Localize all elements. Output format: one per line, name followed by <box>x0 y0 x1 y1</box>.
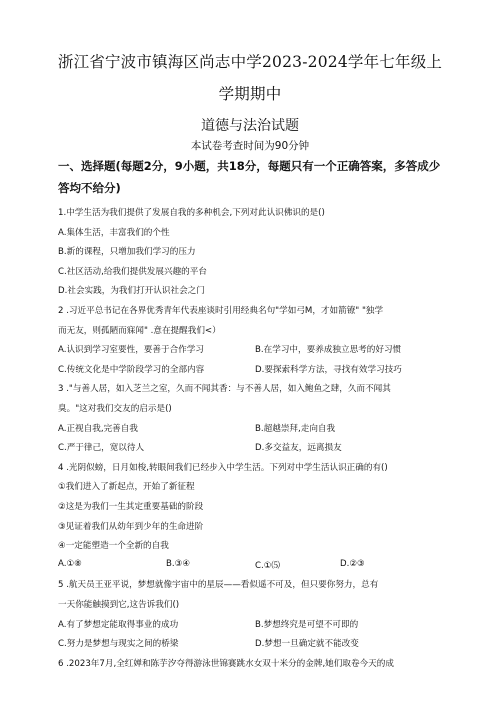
question-2-stem: 2 .习近平总书记在各界优秀青年代表座谈时引用经典名句"学如弓M，才如箭镣" "独学 <box>58 306 384 316</box>
question-4-statement-3: ③见证着我们从幼年到少年的生命进阶 <box>58 521 204 532</box>
exam-title-line2: 学期期中 <box>218 85 282 103</box>
question-4-option-c: C.①⑸ <box>255 560 281 571</box>
question-2-stem-cont: 而无友，则孤陋而寐闻" .意在提醒我们<） <box>58 325 221 336</box>
question-5-stem-cont: 一天你能触摸到它,这告诉我们() <box>58 600 180 610</box>
question-1-option-a: A.集体生活，丰富我们的个性 <box>58 227 170 238</box>
question-4-statement-2: ②这是为我们一生其定重要基础的阶段 <box>58 502 204 512</box>
question-5-option-b: B.梦想终究是可望不可即的 <box>255 619 359 630</box>
question-3-stem-cont: 臭。"这对我们交友的启示是() <box>58 404 172 414</box>
question-3-stem: 3 ."与善人居，如入芝兰之室，久而不闻其香：与不善人居，如入鲍鱼之肆，久而不闻其 <box>58 384 391 395</box>
question-4-option-a: A.①⑧ <box>58 558 82 569</box>
section-heading-cont: 答均不给分) <box>58 181 121 195</box>
question-3-option-d: D.多交益友，远离损友 <box>255 443 342 454</box>
question-2-option-a: A.认识到学习室要性，要善于合作学习 <box>58 345 204 356</box>
question-5-option-a: A.有了梦想定能取得事业的成功 <box>58 619 179 630</box>
question-1-option-c: C.社区活动,给我们提供发展兴趣的平台 <box>58 266 207 277</box>
question-6-stem: 6 .2023年7月,全红婵和陈芋汐夺得游泳世锦赛跳水女双十米分的金牌,她们取卷今天的成 <box>58 658 394 669</box>
question-2-option-b: B.在学习中，要养成独立思考的好习惯 <box>255 345 402 356</box>
question-4-statement-4: ④一定能塑造一个全新的自我 <box>58 541 169 552</box>
question-1-option-b: B.新的课程，只增加我们学习的压力 <box>58 247 196 258</box>
question-5-stem: 5 .航天员王亚平说，梦想就像宇宙中的星辰——看似遥不可及，但只要你努力，总有 <box>58 580 379 591</box>
question-1-option-d: D.社会实践，为我们打开认识社会之门 <box>58 286 205 297</box>
question-4-stem: 4 .光阴似螃，日月如梭,转眼间我们已经步入中学生活。下列对中学生活认识正确的有() <box>58 462 388 473</box>
question-4-statement-1: ①我们进入了新起点，开始了新征程 <box>58 482 195 493</box>
exam-subject: 道德与法治试题 <box>201 118 299 134</box>
question-3-option-c: C.严于律己，宽以待人 <box>58 443 145 454</box>
question-1-stem: 1.中学生活为我们提供了发展自我的多种机会,下列对此认识佛识的是() <box>58 208 325 218</box>
question-4-option-b: B.③④ <box>166 558 191 569</box>
question-3-option-b: B.超越崇拜,走向自我 <box>255 423 336 434</box>
exam-title-line1: 浙江省宁波市镇海区尚志中学2023-2024学年七年级上 <box>57 53 443 71</box>
question-2-option-d: D.要探索科学方法，寻找有效学习技巧 <box>255 364 402 375</box>
question-2-option-c: C.传统文化是中学阶段学习的全部内容 <box>58 364 205 375</box>
question-5-option-d: D.梦想一旦确定就不能改变 <box>255 639 359 650</box>
question-3-option-a: A.正视自我,完善自我 <box>58 423 138 434</box>
question-4-option-d: D.②③ <box>340 558 365 569</box>
section-heading: 一、选择题(每题2分，9小题，共18分，每题只有一个正确答案，多答成少 <box>58 159 441 173</box>
question-5-option-c: C.努力是梦想与现实之间的桥梁 <box>58 639 179 650</box>
exam-time-limit: 本试卷考查时间为90分钟 <box>190 140 310 152</box>
